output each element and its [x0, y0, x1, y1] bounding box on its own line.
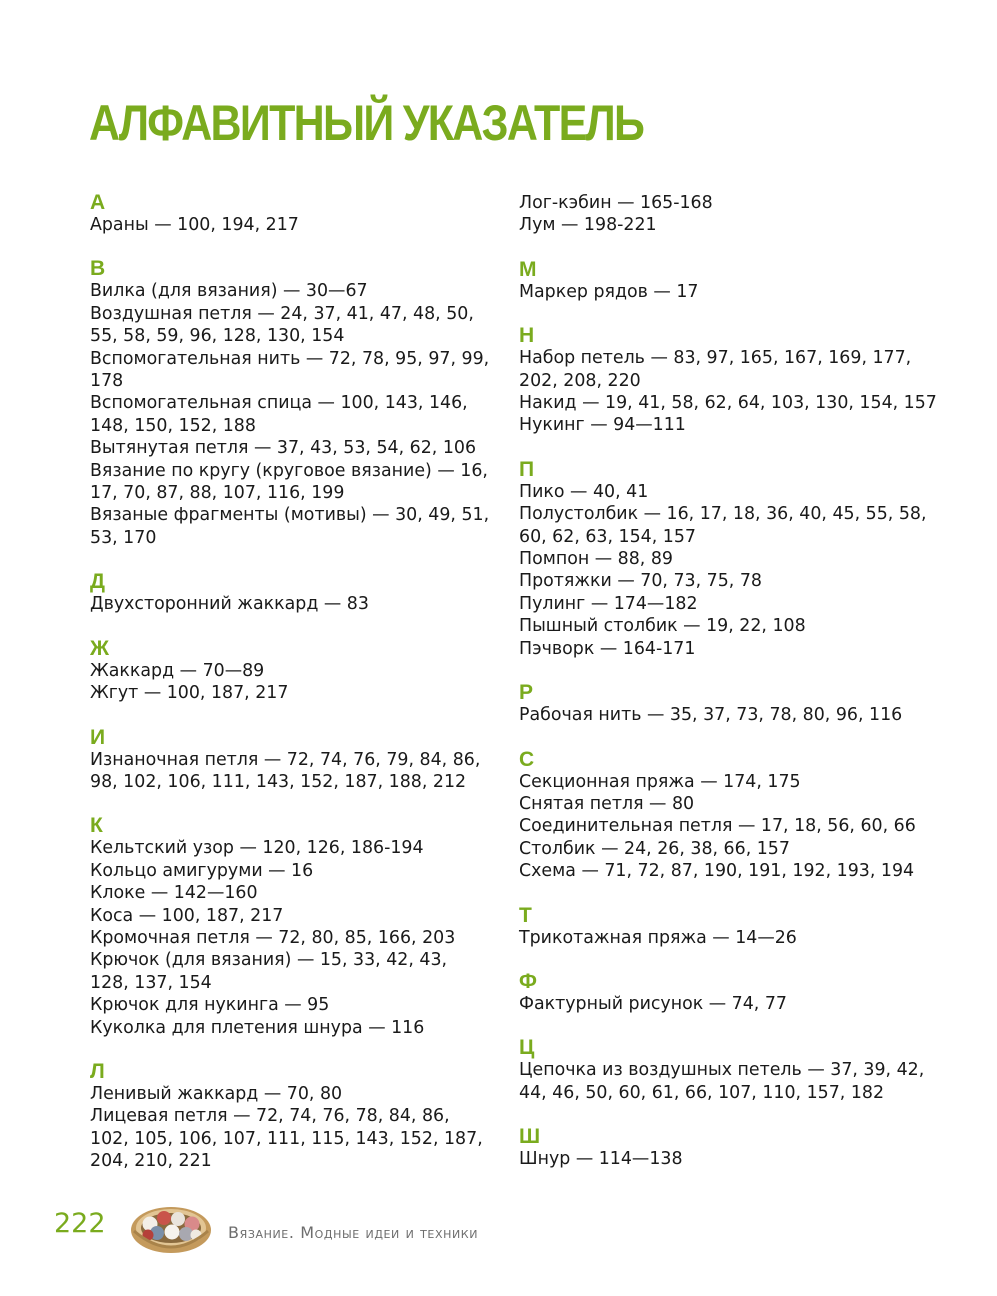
index-entry: Столбик — 24, 26, 38, 66, 157: [519, 838, 790, 859]
index-entry: Схема — 71, 72, 87, 190, 191, 192, 193, 194: [519, 861, 915, 882]
index-entry: Накид — 19, 41, 58, 62, 64, 103, 130, 154, 157: [519, 393, 937, 414]
index-section: [90, 727, 490, 794]
section-letter: Ц: [519, 1036, 535, 1060]
index-section: [519, 459, 939, 660]
index-entry: Клоке — 142—160: [90, 883, 258, 904]
index-entry: Пулинг — 174—182: [519, 593, 698, 614]
index-section: [90, 638, 490, 705]
index-entry: Коса — 100, 187, 217: [90, 905, 284, 926]
index-section: [90, 815, 490, 1039]
index-entry: Секционная пряжа — 174, 175: [519, 771, 801, 792]
section-letter: А: [90, 191, 106, 214]
section-letter: Р: [519, 681, 534, 705]
index-entry: Лог-кэбин — 165-168: [519, 193, 713, 213]
index-entry: Нукинг — 94—111: [519, 415, 686, 436]
index-entry: Жаккард — 70—89: [90, 660, 265, 681]
index-section: [519, 682, 939, 726]
index-entry: Протяжки — 70, 73, 75, 78: [519, 571, 762, 592]
index-entry: Полустолбик — 16, 17, 18, 36, 40, 45, 55, 58, 60, 62, 63, 154, 157: [519, 504, 927, 547]
index-section: [519, 749, 939, 883]
yarn-basket-icon: [128, 1197, 214, 1255]
index-entry: Араны — 100, 194, 217: [90, 215, 299, 235]
index-section: [90, 258, 490, 549]
index-entry: Набор петель — 83, 97, 165, 167, 169, 177, 202, 208, 220: [519, 348, 912, 391]
index-section: [90, 571, 490, 615]
index-entry: Помпон — 88, 89: [519, 549, 673, 570]
index-entry: Пико — 40, 41: [519, 481, 649, 502]
index-entry: Крючок (для вязания) — 15, 33, 42, 43, 128, 137, 154: [90, 950, 448, 993]
index-entry: Соединительная петля — 17, 18, 56, 60, 66: [519, 816, 916, 837]
index-entry: Воздушная петля — 24, 37, 41, 47, 48, 50, 55, 58, 59, 96, 128, 130, 154: [90, 303, 474, 347]
index-section: [519, 1126, 939, 1170]
index-entry: Изнаночная петля — 72, 74, 76, 79, 84, 86, 98, 102, 106, 111, 143, 152, 187, 188, 212: [90, 749, 481, 792]
index-entry: Вилка (для вязания) — 30—67: [90, 281, 368, 302]
index-entry: Цепочка из воздушных петель — 37, 39, 42, 44, 46, 50, 60, 61, 66, 107, 110, 157, 182: [519, 1060, 925, 1103]
book-title: Вязание. Модные идеи и техники: [228, 1223, 479, 1242]
index-section: [90, 192, 490, 236]
section-letter: Ф: [519, 969, 537, 993]
index-entry: Пышный столбик — 19, 22, 108: [519, 616, 806, 637]
index-entry: Пэчворк — 164-171: [519, 638, 696, 659]
page-number: 222: [54, 1208, 106, 1239]
index-entry: Маркер рядов — 17: [519, 281, 699, 302]
section-letter: Ш: [519, 1125, 541, 1149]
index-entry: Кромочная петля — 72, 80, 85, 166, 203: [90, 927, 456, 948]
index-section: [519, 905, 939, 949]
index-entry: Лум — 198-221: [519, 215, 657, 236]
index-section: [519, 259, 939, 303]
index-entry: Вспомогательная нить — 72, 78, 95, 97, 99, 178: [90, 348, 490, 392]
index-left-column: [90, 192, 490, 1195]
index-entry: Жгут — 100, 187, 217: [90, 683, 289, 704]
index-section: [519, 325, 939, 437]
index-entry: Рабочая нить — 35, 37, 73, 78, 80, 96, 116: [519, 705, 903, 726]
section-letter: Ж: [90, 636, 109, 660]
section-letter: Д: [90, 570, 105, 594]
index-entry: Двухсторонний жаккард — 83: [90, 594, 369, 615]
section-letter: И: [90, 725, 106, 749]
index-section-continued: [519, 192, 939, 237]
section-letter: Т: [519, 903, 532, 927]
section-letter: К: [90, 814, 103, 838]
index-entry: Куколка для плетения шнура — 116: [90, 1017, 425, 1038]
section-letter: М: [519, 257, 537, 281]
index-right-column: [519, 192, 939, 1193]
index-entry: Снятая петля — 80: [519, 793, 695, 814]
index-entry: Вязание по кругу (круговое вязание) — 16, 17, 70, 87, 88, 107, 116, 199: [90, 460, 488, 504]
index-entry: Вязаные фрагменты (мотивы) — 30, 49, 51, 53, 170: [90, 505, 490, 548]
index-entry: Кельтский узор — 120, 126, 186-194: [90, 838, 424, 859]
index-entry: Ленивый жаккард — 70, 80: [90, 1083, 343, 1104]
index-section: [519, 971, 939, 1015]
page-title: АЛФАВИТНЫЙ УКАЗАТЕЛЬ: [89, 95, 644, 151]
section-letter: В: [90, 257, 106, 281]
section-letter: С: [519, 747, 535, 771]
index-entry: Вспомогательная спица — 100, 143, 146, 148, 150, 152, 188: [90, 393, 468, 436]
index-entry: Фактурный рисунок — 74, 77: [519, 993, 787, 1014]
index-section: [90, 1061, 490, 1173]
section-letter: П: [519, 457, 535, 481]
index-entry: Кольцо амигуруми — 16: [90, 860, 314, 881]
index-entry: Крючок для нукинга — 95: [90, 995, 330, 1016]
section-letter: Н: [519, 324, 535, 348]
index-entry: Трикотажная пряжа — 14—26: [519, 927, 797, 948]
index-entry: Шнур — 114—138: [519, 1149, 683, 1170]
index-section: [519, 1037, 939, 1104]
section-letter: Л: [90, 1059, 105, 1083]
index-entry: Лицевая петля — 72, 74, 76, 78, 84, 86, 102, 105, 106, 107, 111, 115, 143, 152, 187, 204, 210, 221: [90, 1106, 483, 1172]
index-entry: Вытянутая петля — 37, 43, 53, 54, 62, 106: [90, 438, 477, 459]
